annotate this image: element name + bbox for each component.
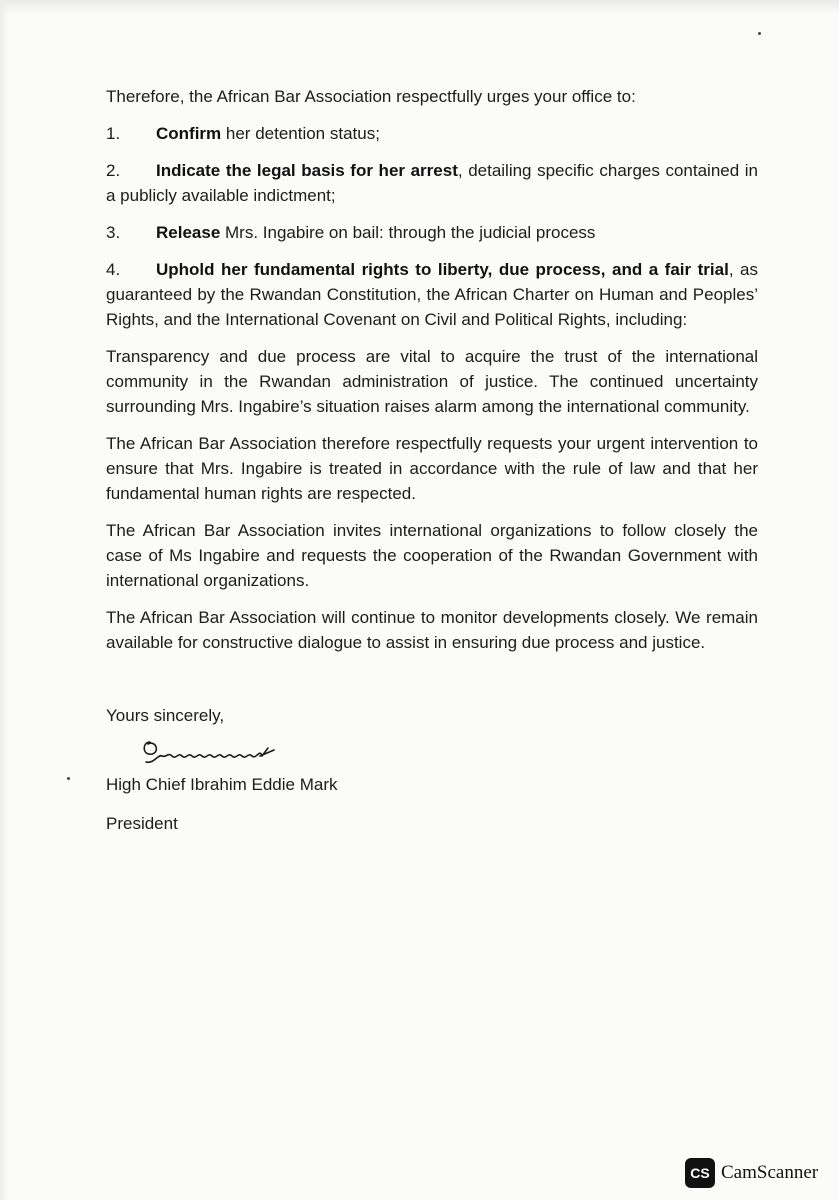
signer-title: President <box>106 814 178 833</box>
list-item-2 <box>106 158 758 208</box>
item-text: Mrs. Ingabire on bail: through the judicial process <box>220 223 596 242</box>
paragraph-transparency: Transparency and due process are vital to acquire the trust of the international community in the Rwandan administration of justice. The continued uncertainty surrounding Mrs. Ingabire’s situation raises alarm among the international community. <box>106 347 758 416</box>
signature-icon <box>140 734 300 770</box>
scan-speck <box>67 777 70 780</box>
camscanner-watermark <box>685 1158 818 1188</box>
letter-body <box>106 84 758 836</box>
item-number: 1. <box>106 124 121 143</box>
item-text: , detailing specific charges contained in a publicly available indictment; <box>106 161 758 205</box>
list-item-1 <box>106 121 758 146</box>
list-item-3 <box>106 220 758 245</box>
item-text: , as guaranteed by the Rwandan Constitution, the African Charter on Human and Peoples’ Rights, and the International Covenant on Civil and Political Rights, including: <box>106 260 758 329</box>
paragraph-international: The African Bar Association invites international organizations to follow closely the case of Ms Ingabire and requests the cooperation of the Rwandan Government with international organizations. <box>106 521 758 590</box>
paragraph-monitor: The African Bar Association will continue to monitor developments closely. We remain available for constructive dialogue to assist in ensuring due process and justice. <box>106 608 758 652</box>
item-number: 2. <box>106 161 121 180</box>
handwritten-signature <box>106 734 758 772</box>
item-bold-text: Release <box>156 223 221 242</box>
scan-speck <box>758 32 761 35</box>
item-bold-text: Indicate the legal basis for her arrest <box>156 161 458 180</box>
camscanner-label: CamScanner <box>721 1162 819 1183</box>
item-number: 3. <box>106 223 121 242</box>
paragraph-intervention: The African Bar Association therefore respectfully requests your urgent intervention to ensure that Mrs. Ingabire is treated in accordance with the rule of law and that her fundamental human rights are respected. <box>106 434 758 503</box>
camscanner-logo-icon: CS <box>685 1158 715 1188</box>
item-text: her detention status; <box>221 124 380 143</box>
list-item-4 <box>106 257 758 332</box>
intro-line: Therefore, the African Bar Association respectfully urges your office to: <box>106 87 636 106</box>
item-number: 4. <box>106 260 121 279</box>
closing-salutation: Yours sincerely, <box>106 706 225 725</box>
item-bold-text: Confirm <box>156 124 222 143</box>
scan-shadow-top <box>0 0 839 14</box>
signer-name: High Chief Ibrahim Eddie Mark <box>106 775 338 794</box>
scan-shadow-left <box>0 0 8 1200</box>
item-bold-text: Uphold her fundamental rights to liberty, due process, and a fair trial <box>156 260 729 279</box>
